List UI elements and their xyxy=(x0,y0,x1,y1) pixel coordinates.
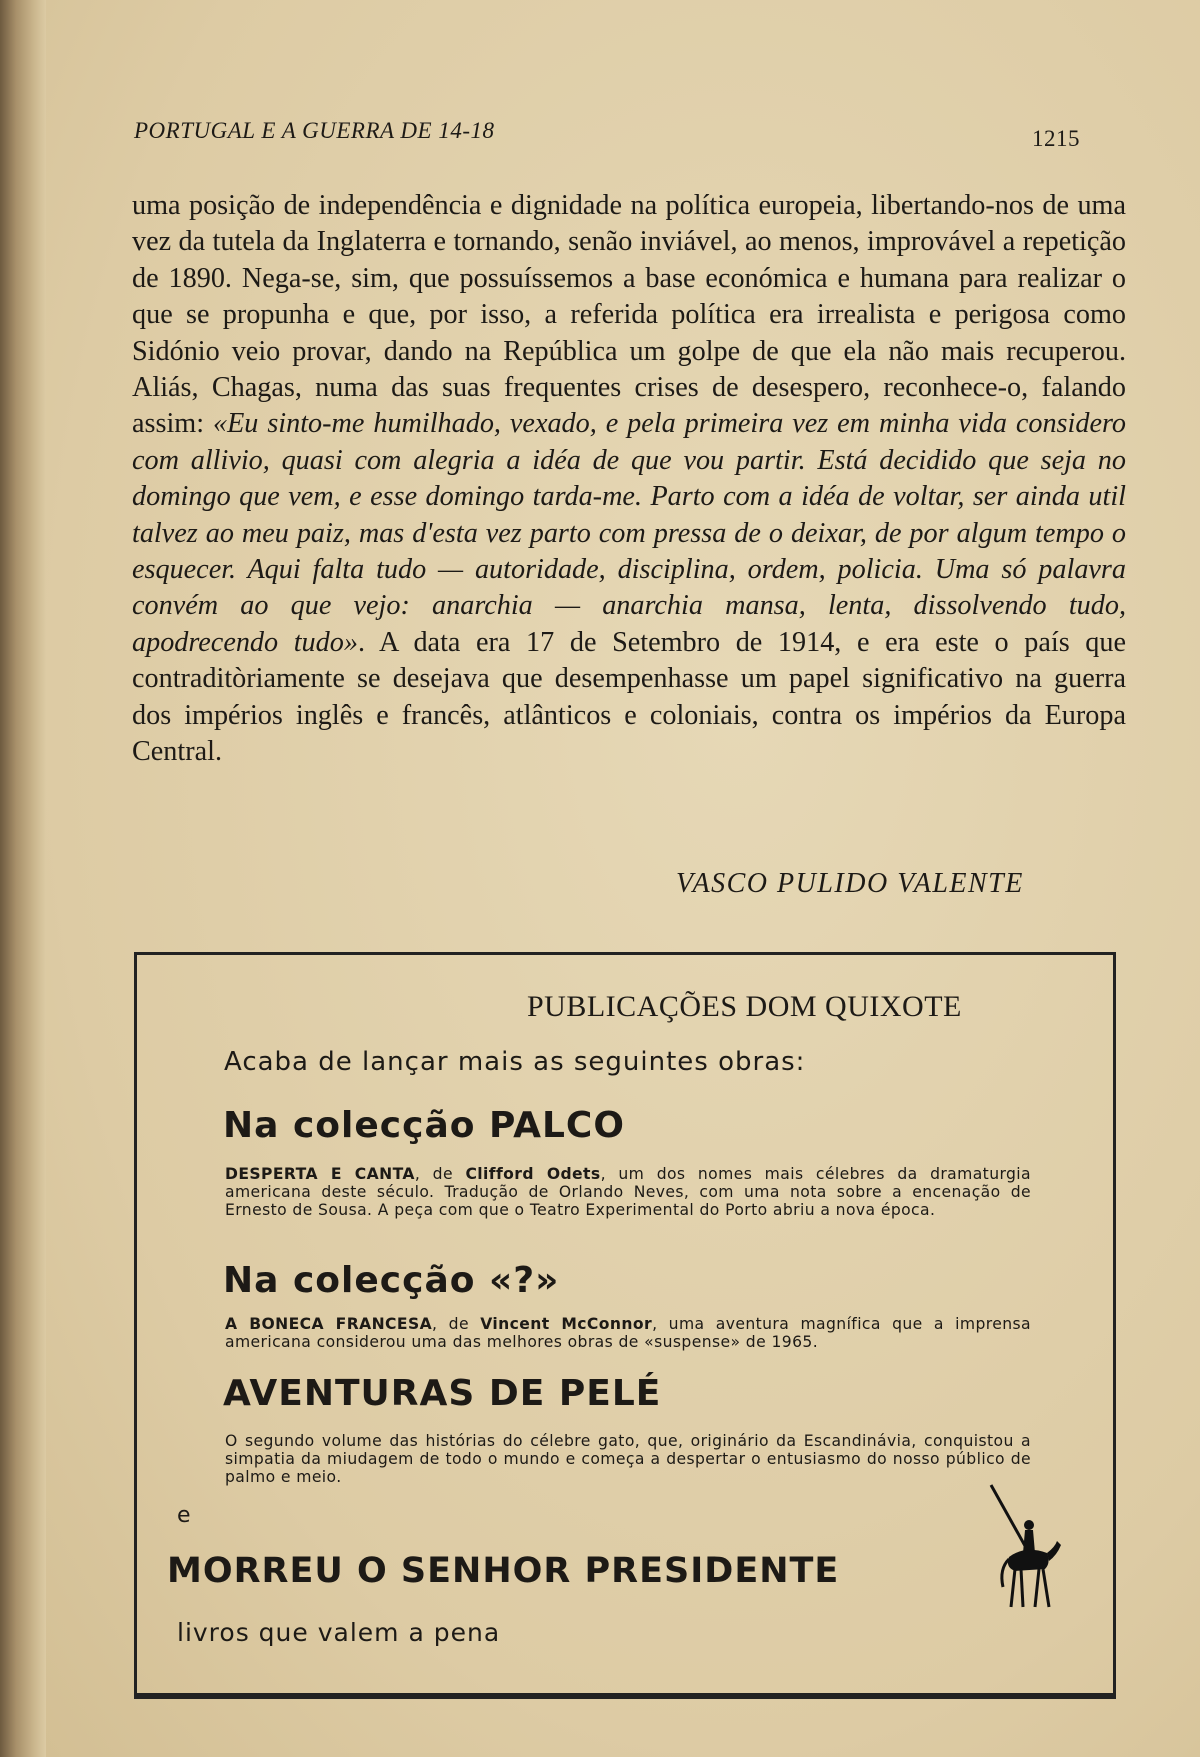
article-paragraph-opening: uma posição de independência e dignidade na política europeia, libertando-nos de uma vez da tutela da Inglaterra e tornando, senão inviável, ao menos, improvável a repetição de 1890. Nega-se, sim, que possuíssemos a base económica e humana para realizar o que se propunha e que, por isso, a referida política era irrealista e perigosa como Sidónio veio provar, dando na República um golpe de que ela não mais recuperou. Aliás, Chagas, numa das suas frequentes crises de desespero, reconhece-o, falando assim: xyxy=(132,190,1126,440)
book-description: , uma aventura magnífica que a imprensa americana considerou uma das melhores obras de «suspense» de 1965. xyxy=(225,1315,1031,1351)
ad-publisher-name: PUBLICAÇÕES DOM QUIXOTE xyxy=(527,990,962,1023)
author-signature: VASCO PULIDO VALENTE xyxy=(676,868,1024,899)
running-head xyxy=(134,118,1080,151)
book-author: Vincent McConnor xyxy=(480,1315,653,1333)
book-author: Clifford Odets xyxy=(465,1165,601,1183)
running-title: PORTUGAL E A GUERRA DE 14-18 xyxy=(134,118,495,143)
collection-palco-heading: Na colecção PALCO xyxy=(223,1105,625,1146)
book-title: A BONECA FRANCESA xyxy=(225,1315,433,1333)
book-title: DESPERTA E CANTA xyxy=(225,1165,415,1183)
book-boneca-francesa: A BONECA FRANCESA, de Vincent McConnor, uma aventura magnífica que a imprensa americana considerou uma das melhores obras de «suspense» de 1965. xyxy=(225,1315,1031,1351)
article-body xyxy=(132,188,1126,771)
book-desperta-e-canta: DESPERTA E CANTA, de Clifford Odets, um dos nomes mais célebres da dramaturgia americana deste século. Tradução de Orlando Neves, com uma nota sobre a encenação de Ernesto de Sousa. A peça com que o Teatro Experimental do Porto abriu a nova época. xyxy=(225,1165,1031,1219)
article-paragraph-closing: . A data era 17 de Setembro de 1914, e era este o país que contraditòriamente se desejava que desempenhasse um papel significativo na guerra dos impérios inglês e francês, atlânticos e coloniais, contra os impérios da Europa Central. xyxy=(132,626,1126,768)
book-page xyxy=(46,0,1200,1757)
book-spine-shadow xyxy=(0,0,46,1757)
ad-intro: Acaba de lançar mais as seguintes obras: xyxy=(224,1047,806,1077)
don-quixote-rider-icon xyxy=(985,1483,1075,1613)
book-aventuras-de-pele-heading: AVENTURAS DE PELÉ xyxy=(223,1373,662,1414)
book-aventuras-de-pele-description: O segundo volume das histórias do célebre gato, que, originário da Escandinávia, conquistou a simpatia da miudagem de todo o mundo e começa a despertar o entusiasmo do nosso público de palmo e meio. xyxy=(225,1432,1031,1486)
book-morreu-o-senhor-presidente-heading: MORREU O SENHOR PRESIDENTE xyxy=(167,1551,840,1591)
collection-question-heading: Na colecção «?» xyxy=(223,1260,560,1301)
book-description: , um dos nomes mais célebres da dramaturgia americana deste século. Tradução de Orlando Neves, com uma nota sobre a encenação de Ernesto de Sousa. A peça com que o Teatro Experimental do Porto abriu a nova época. xyxy=(225,1165,1031,1219)
ad-conjunction: e xyxy=(177,1503,191,1528)
page-number: 1215 xyxy=(1032,126,1080,151)
chagas-quote: «Eu sinto-me humilhado, vexado, e pela primeira vez em minha vida considero com allivio, quasi com alegria a idéa de que vou partir. Está decidido que seja no domingo que vem, e esse domingo tarda-me. Parto com a idéa de voltar, ser ainda util talvez ao meu paiz, mas d'esta vez parto com pressa de o deixar, de por algum tempo o esquecer. Aqui falta tudo — autoridade, disciplina, ordem, policia. Uma só palavra convém ao que vejo: anarchia — anarchia mansa, lenta, dissolvendo tudo, apodrecendo tudo» xyxy=(132,408,1126,658)
ad-slogan: livros que valem a pena xyxy=(177,1618,501,1647)
publisher-advertisement xyxy=(134,952,1116,1696)
